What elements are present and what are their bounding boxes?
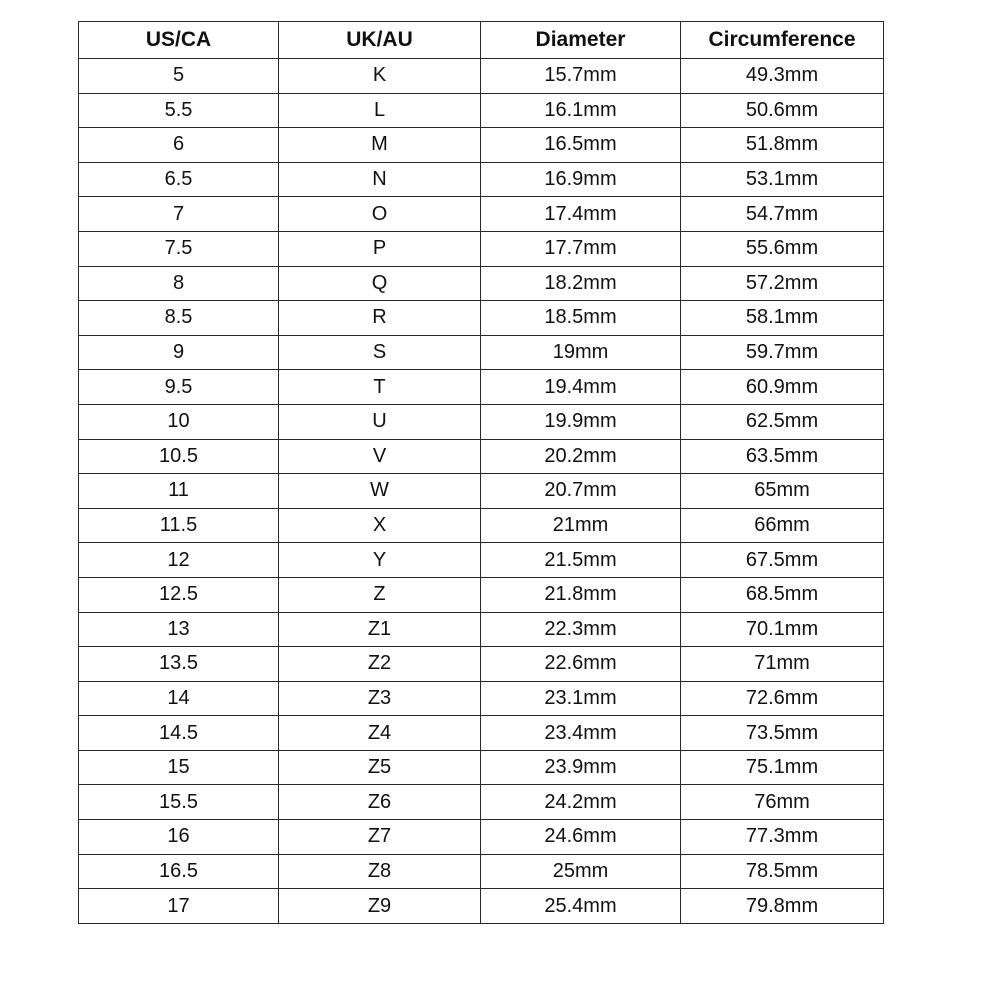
table-row	[79, 93, 884, 128]
table-row	[79, 647, 884, 682]
cell-diameter: 16.1mm	[481, 93, 681, 128]
cell-us-ca: 16	[79, 820, 279, 855]
cell-circumference: 63.5mm	[681, 439, 884, 474]
cell-diameter: 15.7mm	[481, 59, 681, 94]
cell-circumference: 66mm	[681, 508, 884, 543]
header-us-ca: US/CA	[79, 22, 279, 59]
cell-uk-au: Z8	[279, 854, 481, 889]
cell-diameter: 24.2mm	[481, 785, 681, 820]
cell-uk-au: Z7	[279, 820, 481, 855]
table-row	[79, 577, 884, 612]
cell-circumference: 72.6mm	[681, 681, 884, 716]
table-row	[79, 474, 884, 509]
cell-diameter: 24.6mm	[481, 820, 681, 855]
table-row	[79, 508, 884, 543]
cell-diameter: 21mm	[481, 508, 681, 543]
cell-diameter: 25mm	[481, 854, 681, 889]
cell-uk-au: N	[279, 162, 481, 197]
cell-uk-au: Z2	[279, 647, 481, 682]
cell-us-ca: 11.5	[79, 508, 279, 543]
cell-us-ca: 14.5	[79, 716, 279, 751]
table-header	[79, 22, 884, 59]
cell-diameter: 22.3mm	[481, 612, 681, 647]
cell-circumference: 53.1mm	[681, 162, 884, 197]
cell-us-ca: 12	[79, 543, 279, 578]
table-row	[79, 162, 884, 197]
cell-diameter: 19mm	[481, 335, 681, 370]
table-body	[79, 59, 884, 924]
cell-uk-au: W	[279, 474, 481, 509]
cell-us-ca: 13	[79, 612, 279, 647]
cell-circumference: 78.5mm	[681, 854, 884, 889]
cell-circumference: 59.7mm	[681, 335, 884, 370]
table-row	[79, 820, 884, 855]
cell-circumference: 71mm	[681, 647, 884, 682]
cell-diameter: 18.2mm	[481, 266, 681, 301]
table-row	[79, 301, 884, 336]
cell-us-ca: 8	[79, 266, 279, 301]
cell-us-ca: 16.5	[79, 854, 279, 889]
cell-diameter: 17.7mm	[481, 231, 681, 266]
cell-diameter: 23.4mm	[481, 716, 681, 751]
table-row	[79, 716, 884, 751]
cell-uk-au: M	[279, 128, 481, 163]
cell-circumference: 79.8mm	[681, 889, 884, 924]
cell-uk-au: O	[279, 197, 481, 232]
cell-uk-au: X	[279, 508, 481, 543]
cell-circumference: 50.6mm	[681, 93, 884, 128]
header-uk-au: UK/AU	[279, 22, 481, 59]
cell-uk-au: P	[279, 231, 481, 266]
cell-uk-au: L	[279, 93, 481, 128]
cell-diameter: 21.5mm	[481, 543, 681, 578]
cell-uk-au: Z3	[279, 681, 481, 716]
cell-circumference: 68.5mm	[681, 577, 884, 612]
cell-uk-au: R	[279, 301, 481, 336]
cell-us-ca: 9	[79, 335, 279, 370]
table-row	[79, 439, 884, 474]
cell-us-ca: 5	[79, 59, 279, 94]
cell-uk-au: U	[279, 404, 481, 439]
ring-size-table	[78, 21, 884, 924]
cell-circumference: 75.1mm	[681, 750, 884, 785]
cell-diameter: 16.5mm	[481, 128, 681, 163]
cell-us-ca: 6	[79, 128, 279, 163]
cell-circumference: 54.7mm	[681, 197, 884, 232]
table-row	[79, 231, 884, 266]
cell-us-ca: 13.5	[79, 647, 279, 682]
cell-diameter: 23.9mm	[481, 750, 681, 785]
cell-diameter: 16.9mm	[481, 162, 681, 197]
cell-uk-au: Z6	[279, 785, 481, 820]
cell-us-ca: 6.5	[79, 162, 279, 197]
cell-uk-au: V	[279, 439, 481, 474]
cell-us-ca: 8.5	[79, 301, 279, 336]
cell-circumference: 77.3mm	[681, 820, 884, 855]
cell-circumference: 76mm	[681, 785, 884, 820]
cell-uk-au: Z1	[279, 612, 481, 647]
cell-us-ca: 12.5	[79, 577, 279, 612]
cell-us-ca: 11	[79, 474, 279, 509]
table-row	[79, 785, 884, 820]
table-row	[79, 335, 884, 370]
cell-us-ca: 7	[79, 197, 279, 232]
cell-circumference: 51.8mm	[681, 128, 884, 163]
cell-circumference: 57.2mm	[681, 266, 884, 301]
cell-us-ca: 10.5	[79, 439, 279, 474]
table-row	[79, 543, 884, 578]
cell-diameter: 19.9mm	[481, 404, 681, 439]
cell-circumference: 55.6mm	[681, 231, 884, 266]
cell-diameter: 19.4mm	[481, 370, 681, 405]
cell-us-ca: 7.5	[79, 231, 279, 266]
table-row	[79, 681, 884, 716]
header-circumference: Circumference	[681, 22, 884, 59]
header-diameter: Diameter	[481, 22, 681, 59]
cell-diameter: 21.8mm	[481, 577, 681, 612]
table-row	[79, 370, 884, 405]
header-row	[79, 22, 884, 59]
cell-us-ca: 14	[79, 681, 279, 716]
cell-us-ca: 10	[79, 404, 279, 439]
table-row	[79, 404, 884, 439]
cell-uk-au: Q	[279, 266, 481, 301]
cell-diameter: 23.1mm	[481, 681, 681, 716]
cell-us-ca: 9.5	[79, 370, 279, 405]
table-row	[79, 128, 884, 163]
cell-circumference: 58.1mm	[681, 301, 884, 336]
cell-circumference: 49.3mm	[681, 59, 884, 94]
cell-uk-au: T	[279, 370, 481, 405]
cell-uk-au: Y	[279, 543, 481, 578]
cell-uk-au: Z	[279, 577, 481, 612]
cell-diameter: 22.6mm	[481, 647, 681, 682]
cell-us-ca: 15	[79, 750, 279, 785]
cell-diameter: 20.7mm	[481, 474, 681, 509]
cell-diameter: 18.5mm	[481, 301, 681, 336]
cell-circumference: 65mm	[681, 474, 884, 509]
cell-circumference: 67.5mm	[681, 543, 884, 578]
cell-circumference: 70.1mm	[681, 612, 884, 647]
cell-circumference: 62.5mm	[681, 404, 884, 439]
table-row	[79, 266, 884, 301]
cell-uk-au: S	[279, 335, 481, 370]
cell-circumference: 60.9mm	[681, 370, 884, 405]
table-row	[79, 854, 884, 889]
cell-us-ca: 15.5	[79, 785, 279, 820]
cell-circumference: 73.5mm	[681, 716, 884, 751]
cell-diameter: 20.2mm	[481, 439, 681, 474]
cell-diameter: 17.4mm	[481, 197, 681, 232]
cell-uk-au: Z4	[279, 716, 481, 751]
table-row	[79, 612, 884, 647]
cell-uk-au: Z5	[279, 750, 481, 785]
table-row	[79, 59, 884, 94]
cell-uk-au: Z9	[279, 889, 481, 924]
table-row	[79, 889, 884, 924]
table-row	[79, 197, 884, 232]
table-row	[79, 750, 884, 785]
cell-uk-au: K	[279, 59, 481, 94]
cell-us-ca: 5.5	[79, 93, 279, 128]
cell-diameter: 25.4mm	[481, 889, 681, 924]
cell-us-ca: 17	[79, 889, 279, 924]
